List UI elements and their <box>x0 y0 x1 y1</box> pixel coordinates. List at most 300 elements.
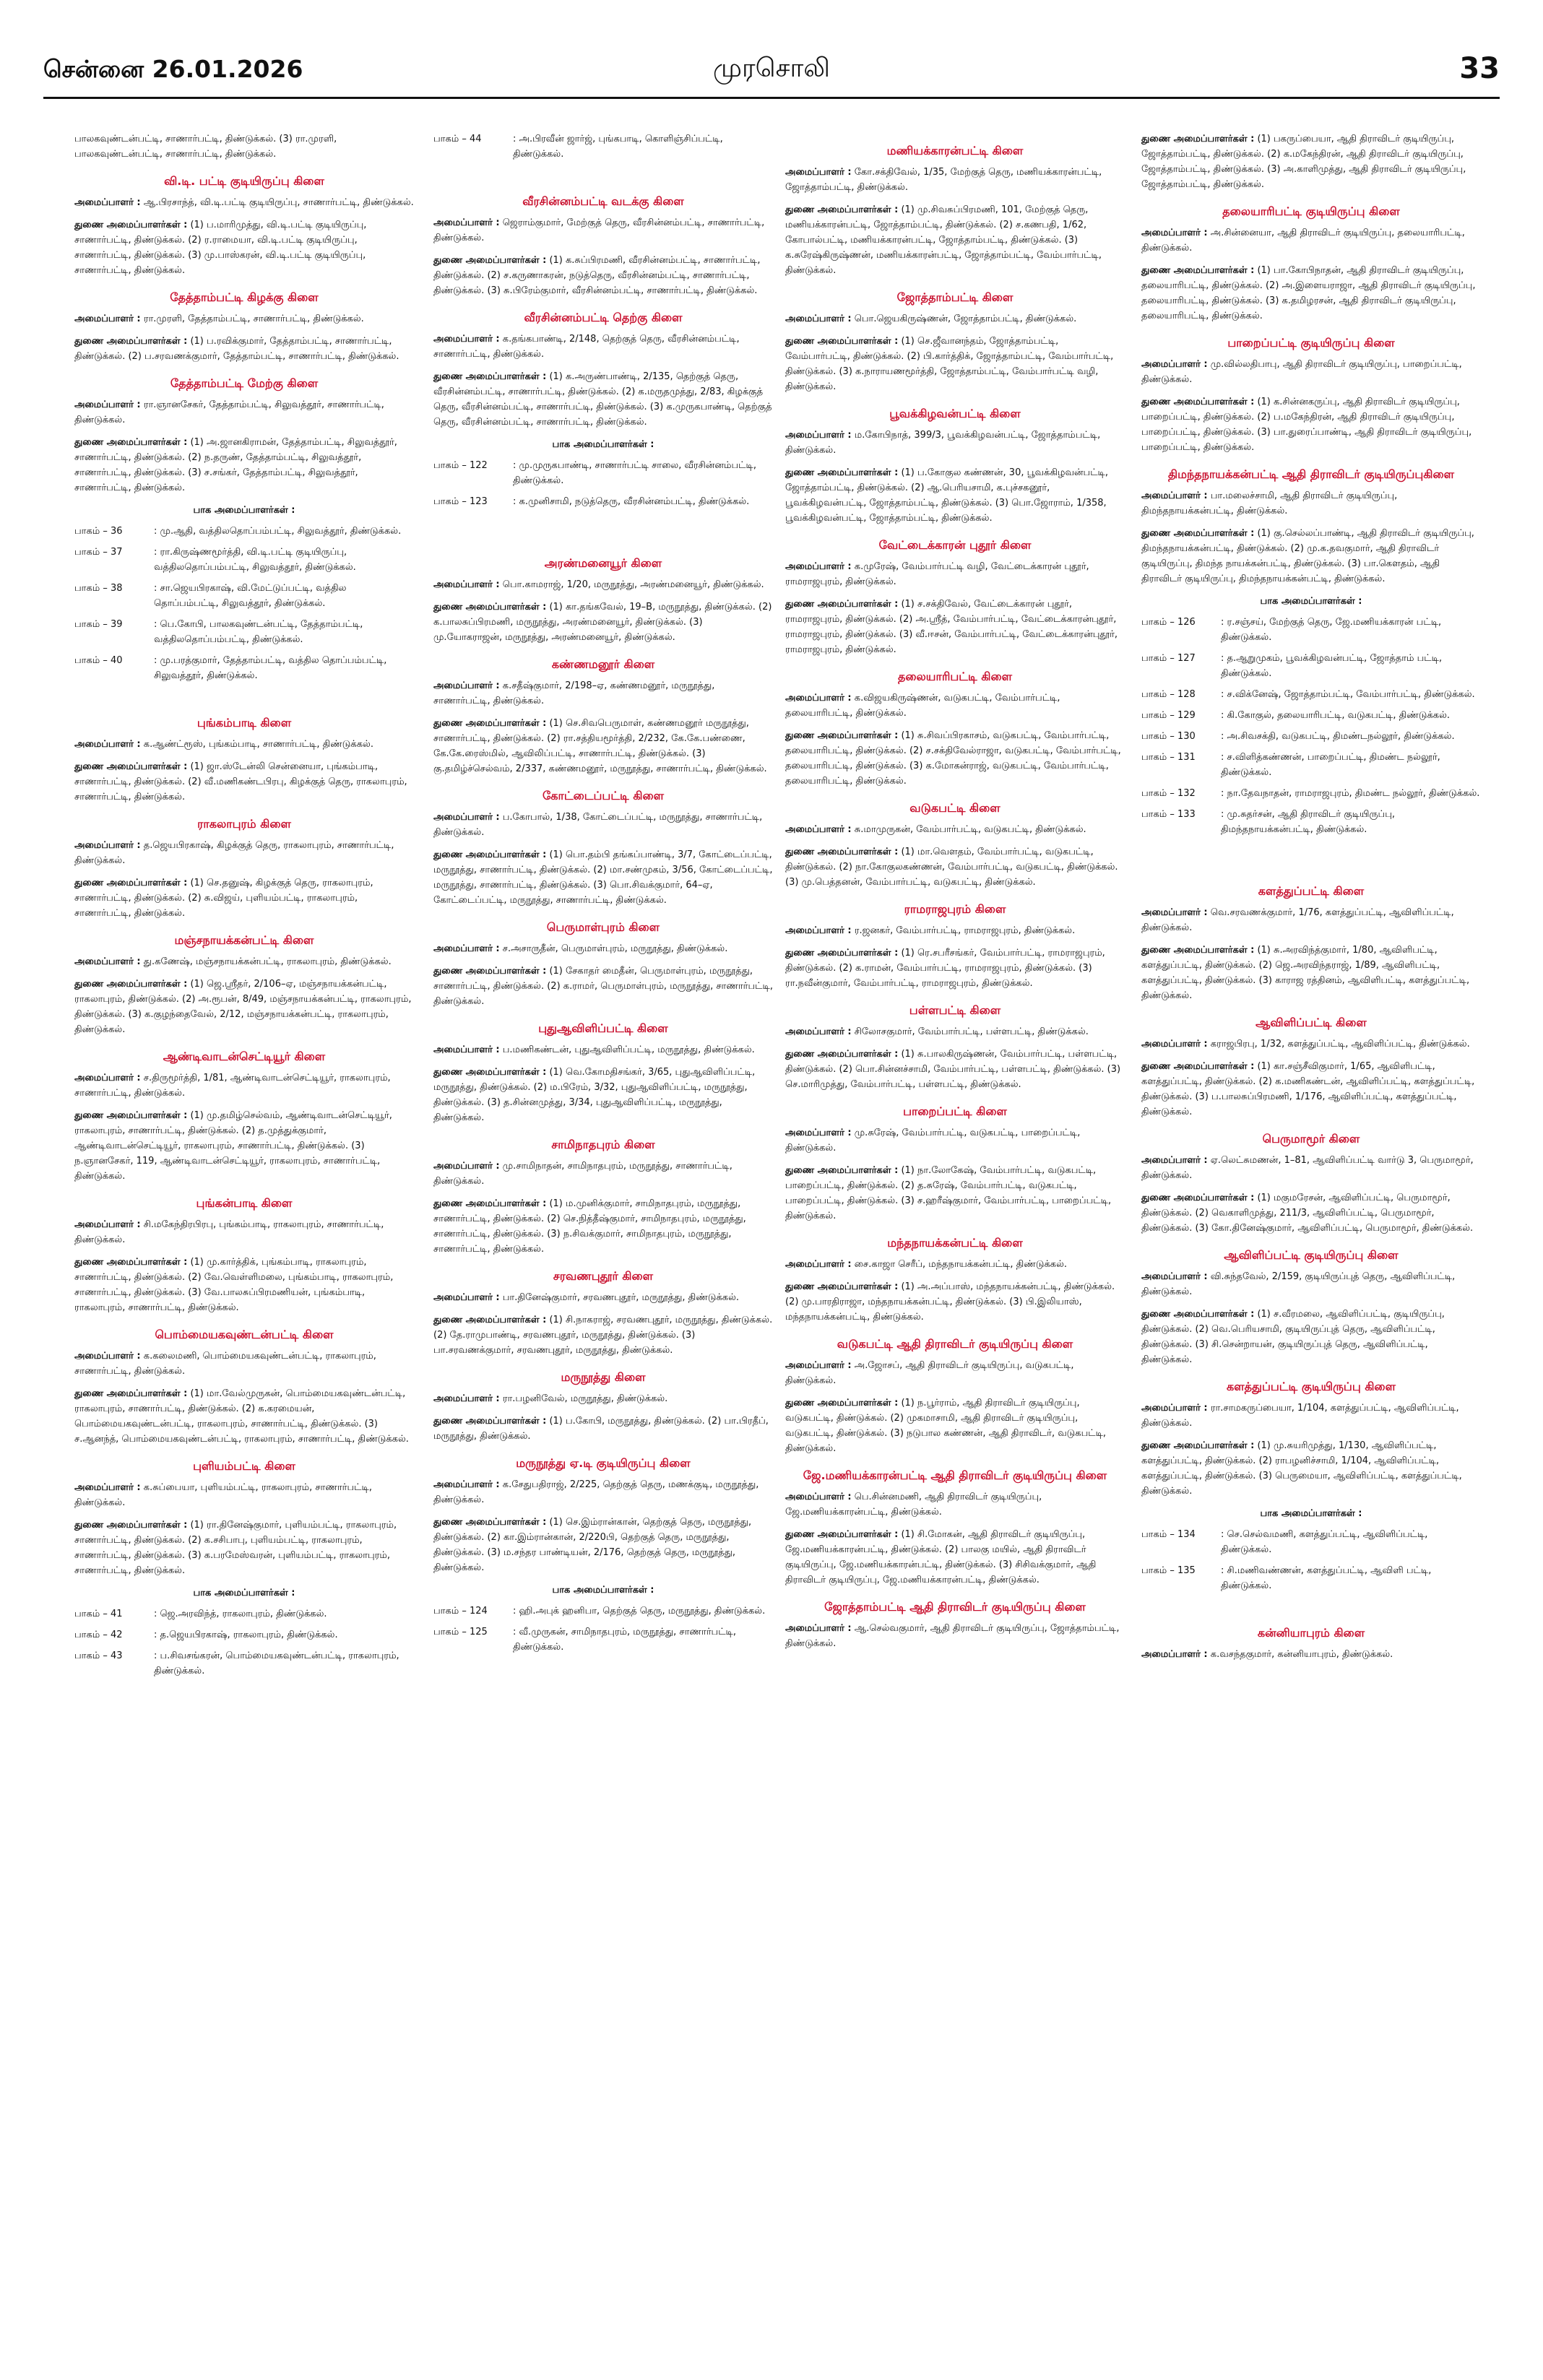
officer-details: ச.திருமூர்த்தி, 1/81, ஆண்டிவாடன்செட்டியூர், ராகலாபுரம், சாணார்பட்டி, திண்டுக்கல். <box>74 1073 391 1099</box>
role-label: அமைப்பாளர் : <box>74 197 141 208</box>
branch-heading: மணியக்காரன்பட்டி கிளை <box>886 144 1024 157</box>
officer-entry <box>785 691 1125 721</box>
officer-details: வெ.சரவணக்குமார், 1/76, களத்துப்பட்டி, ஆவிளிப்பட்டி, திண்டுக்கல். <box>1141 907 1454 933</box>
ward-number: பாகம் – 39 <box>74 619 123 630</box>
officer-entry <box>433 1290 773 1305</box>
role-label: அமைப்பாளர் : <box>785 1623 852 1634</box>
officer-entry <box>74 737 414 752</box>
spacer <box>74 689 414 704</box>
ward-entry <box>433 1604 773 1619</box>
role-label: துணை அமைப்பாளர்கள் : <box>74 1520 188 1531</box>
officer-details: (1) சேகாதர் மைதீன், பெருமாள்புரம், மருநூத்து, சாணார்பட்டி, திண்டுக்கல். (2) க.ராமர், பெருமாள்புரம், மருநூத்து, சாணார்பட்டி, திண்டுக்கல். <box>433 966 773 1007</box>
ward-number: பாகம் – 122 <box>433 460 488 471</box>
officer-entry <box>74 875 414 921</box>
officer-entry <box>433 253 773 298</box>
ward-organizer: : சா.ஜெயபிரகாஷ், வி.மேட்டுப்பட்டி, வத்தில தொப்பம்பட்டி, சிலுவத்தூர், திண்டுக்கல். <box>154 583 347 609</box>
officer-entry <box>74 1480 414 1510</box>
officer-details: (1) வெ.கோமதிசங்கர், 3/65, புதுஆவிளிப்பட்டி, மருநூத்து, திண்டுக்கல். (2) ம.பிரேம், 3/32, புதுஆவிளிப்பட்டி, மருநூத்து, திண்டுக்கல். (3) த.சின்னமுத்து, 3/34, புதுஆவிளிப்பட்டி, மருநூத்து, திண்டுக்கல். <box>433 1067 756 1123</box>
officer-entry <box>433 600 773 645</box>
branch-heading: புங்கன்பாடி கிளை <box>196 1196 293 1210</box>
ward-organizers-heading: பாக அமைப்பாளர்கள் : <box>193 505 295 516</box>
officer-entry <box>433 1414 773 1444</box>
officer-entry <box>1141 1059 1481 1120</box>
officer-entry <box>433 1312 773 1358</box>
role-label: துணை அமைப்பாளர்கள் : <box>433 602 547 613</box>
officer-details: க.முரேஷ், வேம்பார்பட்டி வழி, வேட்டைக்காரன் புதூர், ராமராஜபுரம், திண்டுக்கல். <box>785 561 1089 587</box>
ward-entry <box>1141 750 1481 780</box>
ward-number: பாகம் – 129 <box>1141 710 1196 721</box>
officer-details: (1) ஜா.ஸ்டேன்லி சென்னையா, புங்கம்பாடி, சாணார்பட்டி, திண்டுக்கல். (2) வீ.மணிகண்டபிரபு, கிழக்குத் தெரு, ராகலாபுரம், சாணார்பட்டி, திண்டுக்கல். <box>74 761 407 802</box>
officer-details: (1) ப.ரவிக்குமார், தேத்தாம்பட்டி, சாணார்பட்டி, திண்டுக்கல். (2) ப.சரவணக்குமார், தேத்தாம்பட்டி, சாணார்பட்டி, திண்டுக்கல். <box>74 336 399 362</box>
ward-organizer: : செ.செல்வமணி, களத்துப்பட்டி, ஆவிளிப்பட்டி, திண்டுக்கல். <box>1221 1529 1428 1555</box>
branch-heading: ஆண்டிவாடன்செட்டியூர் கிளை <box>163 1050 326 1063</box>
branch-heading: சாமிநாதபுரம் கிளை <box>551 1138 655 1151</box>
spacer <box>1141 1599 1481 1614</box>
role-label: துணை அமைப்பாளர்கள் : <box>785 730 899 741</box>
officer-details: (1) க.சின்னகருப்பு, ஆதி திராவிடர் குடியிருப்பு, பாறைப்பட்டி, திண்டுக்கல். (2) ப.மகேந்திரன், ஆதி திராவிடர் குடியிருப்பு, பாறைப்பட்டி, திண்டுக்கல். (3) பா.துரைப்பாண்டி, ஆதி திராவிடர் குடியிருப்பு, பாறைப்பட்டி, திண்டுக்கல். <box>1141 397 1472 453</box>
column-1 <box>74 131 414 1684</box>
role-label: துணை அமைப்பாளர்கள் : <box>785 467 899 478</box>
role-label: துணை அமைப்பாளர்கள் : <box>74 979 188 990</box>
officer-entry <box>433 847 773 908</box>
officer-details: ர.ஜனகர், வேம்பார்பட்டி, ராமராஜபுரம், திண்டுக்கல். <box>854 925 1076 936</box>
ward-number: பாகம் – 44 <box>433 134 482 144</box>
ward-organizer: : ச.விக்னேஷ், ஜோத்தாம்பட்டி, வேம்பார்பட்டி, திண்டுக்கல். <box>1221 689 1475 700</box>
role-label: அமைப்பாளர் : <box>74 840 141 851</box>
branch-heading: களத்துப்பட்டி கிளை <box>1258 884 1365 898</box>
role-label: துணை அமைப்பாளர்கள் : <box>433 718 547 729</box>
role-label: அமைப்பாளர் : <box>785 1259 852 1270</box>
ward-entry <box>1141 786 1481 801</box>
branch-heading: புளியம்பட்டி கிளை <box>193 1459 295 1473</box>
officer-details: (1) சு.பாலகிருஷ்ணன், வேம்பார்பட்டி, பள்ளபட்டி, திண்டுக்கல். (2) பொ.சின்னச்சாமி, வேம்பார்பட்டி, பள்ளபட்டி, திண்டுக்கல். (3) செ.மாரிமுத்து, வேம்பார்பட்டி, பள்ளபட்டி, திண்டுக்கல். <box>785 1049 1121 1090</box>
role-label: துணை அமைப்பாளர்கள் : <box>74 761 188 772</box>
role-label: துணை அமைப்பாளர்கள் : <box>74 220 188 230</box>
officer-details: மு.சுரேஷ், வேம்பார்பட்டி, வடுகபட்டி, பாறைப்பட்டி, திண்டுக்கல். <box>785 1128 1081 1154</box>
role-label: அமைப்பாளர் : <box>785 430 852 441</box>
officer-entry <box>433 1196 773 1257</box>
officer-entry <box>785 1395 1125 1456</box>
branch-heading: மருநூத்து கிளை <box>561 1370 646 1384</box>
officer-entry <box>1141 357 1481 387</box>
officer-entry <box>785 202 1125 278</box>
role-label: அமைப்பாளர் : <box>785 1492 852 1502</box>
officer-entry <box>785 844 1125 890</box>
ward-organizer: : ப.சிவசங்கரன், பொம்மையகவுண்டன்பட்டி, ராகலாபுரம், திண்டுக்கல். <box>154 1650 399 1676</box>
role-label: துணை அமைப்பாளர்கள் : <box>1141 1193 1255 1203</box>
officer-details: ஜெராம்குமார், மேற்குத் தெரு, வீரசின்னம்பட்டி, சாணார்பட்டி, திண்டுக்கல். <box>433 217 765 243</box>
officer-entry <box>74 1518 414 1578</box>
officer-details: கராஜபிரபு, 1/32, களத்துப்பட்டி, ஆவிளிப்பட்டி, திண்டுக்கல். <box>1210 1039 1470 1050</box>
ward-number: பாகம் – 37 <box>74 547 123 558</box>
officer-details: ப.மணிகண்டன், புதுஆவிளிப்பட்டி, மருநூத்து, திண்டுக்கல். <box>502 1044 755 1055</box>
role-label: அமைப்பாளர் : <box>1141 907 1208 918</box>
role-label: அமைப்பாளர் : <box>74 313 141 324</box>
ward-entry <box>74 1648 414 1679</box>
branch-heading: கோட்டைப்பட்டி கிளை <box>542 789 665 802</box>
role-label: துணை அமைப்பாளர்கள் : <box>785 1281 899 1292</box>
role-label: துணை அமைப்பாளர்கள் : <box>433 1315 547 1325</box>
branch-heading: ஆவிளிப்பட்டி கிளை <box>1255 1016 1367 1029</box>
officer-details: க.சேதுபதிராஜ், 2/225, தெற்குத் தெரு, மணக்குடி, மருநூத்து, திண்டுக்கல். <box>433 1479 759 1505</box>
officer-details: அ.சின்னையா, ஆதி திராவிடர் குடியிருப்பு, தலையாரிபட்டி, திண்டுக்கல். <box>1141 228 1465 254</box>
branch-heading: ஜோத்தாம்பட்டி ஆதி திராவிடர் குடியிருப்பு கிளை <box>824 1600 1086 1614</box>
spacer <box>1141 843 1481 857</box>
role-label: துணை அமைப்பாளர்கள் : <box>785 599 899 610</box>
ward-entry <box>1141 729 1481 744</box>
role-label: அமைப்பாளர் : <box>1141 1271 1208 1282</box>
ward-organizer: : ஜெ.அரவிந்த், ராகலாபுரம், திண்டுக்கல். <box>154 1609 327 1619</box>
continued-text: பாலகவுண்டன்பட்டி, சாணார்பட்டி, திண்டுக்கல். (3) ரா.முரளி, பாலகவுண்டன்பட்டி, சாணார்பட்டி, திண்டுக்கல். <box>74 134 337 160</box>
officer-entry <box>785 728 1125 789</box>
branch-heading: களத்துப்பட்டி குடியிருப்பு கிளை <box>1227 1380 1396 1393</box>
officer-details: (1) சு.சிவப்பிரகாசம், வடுகபட்டி, வேம்பார்பட்டி, தலையாரிபட்டி, திண்டுக்கல். (2) ச.சக்திவேல்ராஜா, வடுகபட்டி, வேம்பார்பட்டி, தலையாரிபட்டி, திண்டுக்கல். (3) க.மோகன்ராஜ், வடுகபட்டி, வேம்பார்பட்டி, தலையாரிபட்டி, திண்டுக்கல். <box>785 730 1121 787</box>
officer-details: வி.சுந்தவேல், 2/159, குடியிருப்புத் தெரு, ஆவிளிப்பட்டி, திண்டுக்கல். <box>1141 1271 1456 1297</box>
role-label: அமைப்பாளர் : <box>74 1073 141 1083</box>
officer-details: (1) சு.அரவிந்த்குமார், 1/80, ஆவிளிபட்டி, களத்துப்பட்டி, திண்டுக்கல். (2) ஜெ.அரவிந்தராஜ், 1/89, ஆவிளிபட்டி, களத்துப்பட்டி, திண்டுக்கல். (3) காராஜ ரத்தினம், ஆவிளிபட்டி, களத்துப்பட்டி, திண்டுக்கல். <box>1141 945 1470 1001</box>
officer-details: (1) க.அருண்பாண்டி, 2/135, தெற்குத் தெரு, வீரசின்னம்பட்டி, சாணார்பட்டி, திண்டுக்கல். (2) க.மருதமுத்து, 2/83, கிழக்குத் தெரு, வீரசின்னம்பட்டி, சாணார்பட்டி, திண்டுக்கல். (3) க.முருகபாண்டி, தெற்குத் தெரு, வீரசின்னம்பட்டி, சாணார்பட்டி, திண்டுக்கல். <box>433 371 772 428</box>
ward-organizers-heading: பாக அமைப்பாளர்கள் : <box>552 1585 654 1596</box>
officer-entry <box>1141 1153 1481 1183</box>
officer-entry <box>785 1257 1125 1272</box>
officer-details: க.சதீஷ்குமார், 2/198–ஏ, கண்ணமனூர், மருநூத்து, சாணார்பட்டி, திண்டுக்கல். <box>433 680 715 706</box>
officer-entry <box>433 716 773 776</box>
officer-details: (1) அ.அப்பாஸ், மந்தநாயக்கன்பட்டி, திண்டுக்கல். (2) மு.பாரதிராஜா, மந்தநாயக்கன்பட்டி, திண்டுக்கல். (3) பி.இலியாஸ், மந்தநாயக்கன்பட்டி, திண்டுக்கல். <box>785 1281 1115 1323</box>
officer-details: ம.கோபிநாத், 399/3, பூவக்கிழவன்பட்டி, ஜோத்தாம்பட்டி, திண்டுக்கல். <box>785 430 1101 456</box>
officer-details: (1) ச.வீரமலை, ஆவிளிப்பட்டி, குடியிருப்பு, திண்டுக்கல். (2) வெ.பெரியசாமி, குடியிருப்புத் தெரு, ஆவிளிப்பட்டி, திண்டுக்கல். (3) சி.சென்றாயன், குடியிருப்புத் தெரு, ஆவிளிப்பட்டி, திண்டுக்கல். <box>1141 1309 1445 1365</box>
ward-organizer: : க.முனிசாமி, நடுத்தெரு, வீரசின்னம்பட்டி, திண்டுக்கல். <box>513 496 750 507</box>
officer-details: (1) கா.சஞ்சீவிகுமார், 1/65, ஆவிளிபட்டி, களத்துப்பட்டி, திண்டுக்கல். (2) க.மணிகண்டன், ஆவிளிப்பட்டி, களத்துப்பட்டி, திண்டுக்கல். (3) ப.பாலசுப்பிரமணி, 1/176, ஆவிளிப்பட்டி, களத்துப்பட்டி, திண்டுக்கல். <box>1141 1061 1475 1117</box>
ward-organizer: : நா.தேவநாதன், ராமராஜபுரம், திமண்ட நல்லூர், திண்டுக்கல். <box>1221 788 1480 799</box>
officer-entry <box>433 1159 773 1189</box>
officer-details: (1) மா.வெளதம், வேம்பார்பட்டி, வடுகபட்டி, திண்டுக்கல். (2) நா.கோகுலகண்ணன், வேம்பார்பட்டி, வடுகபட்டி, திண்டுக்கல். (3) மு.பெத்தனன், வேம்பார்பட்டி, வடுகபட்டி, திண்டுக்கல். <box>785 847 1118 888</box>
officer-entry <box>1141 1269 1481 1299</box>
role-label: அமைப்பாளர் : <box>1141 1649 1208 1660</box>
ward-number: பாகம் – 36 <box>74 526 123 537</box>
ward-number: பாகம் – 38 <box>74 583 123 594</box>
role-label: துணை அமைப்பாளர்கள் : <box>1141 1309 1255 1320</box>
officer-details: (1) ம.முனிக்குமார், சாமிநாதபுரம், மருநூத்து, சாணார்பட்டி, திண்டுக்கல். (2) செ.நித்தீஷ்குமார், சாமிநாதபுரம், மருநூத்து, சாணார்பட்டி, திண்டுக்கல். (3) ந.சிவக்குமார், சாமிநாதபுரம், மருநூத்து, சாணார்பட்டி, திண்டுக்கல். <box>433 1198 746 1255</box>
role-label: அமைப்பாளர் : <box>785 925 852 936</box>
officer-entry <box>74 1070 414 1101</box>
officer-details: (1) ப.கோகுல கண்ணன், 30, பூவக்கிழவன்பட்டி, ஜோத்தாம்பட்டி, திண்டுக்கல். (2) ஆ.பெரியசாமி, க.புச்சகனூர், பூவக்கிழவன்பட்டி, ஜோத்தாம்பட்டி, திண்டுக்கல். (3) பொ.ஜோராம், 1/358, பூவக்கிழவன்பட்டி, ஜோத்தாம்பட்டி, திண்டுக்கல். <box>785 467 1109 524</box>
role-label: அமைப்பாளர் : <box>1141 490 1208 501</box>
ward-number: பாகம் – 133 <box>1141 809 1196 820</box>
role-label: அமைப்பாளர் : <box>74 1482 141 1493</box>
officer-entry <box>785 1047 1125 1092</box>
ward-organizer: : அ.பிரவீன் ஜார்ஜ், புங்கபாடி, கொளிஞ்சிப்பட்டி, திண்டுக்கல். <box>513 134 723 160</box>
role-label: துணை அமைப்பாளர்கள் : <box>1141 397 1255 407</box>
role-label: துணை அமைப்பாளர்கள் : <box>1141 1061 1255 1072</box>
branch-heading: தலையாரிபட்டி குடியிருப்பு கிளை <box>1222 204 1400 218</box>
ward-entry <box>1141 687 1481 702</box>
role-label: துணை அமைப்பாளர்கள் : <box>785 1529 899 1540</box>
officer-details: (1) பொ.தம்பி தங்கப்பாண்டி, 3/7, கோட்டைப்பட்டி, மருநூத்து, சாணார்பட்டி, திண்டுக்கல். (2) மா.சண்முகம், 3/56, கோட்டைப்பட்டி, மருநூத்து, சாணார்பட்டி, திண்டுக்கல். (3) பொ.சிவக்குமார், 64–ஏ, கோட்டைப்பட்டி, மருநூத்து, சாணார்பட்டி, திண்டுக்கல். <box>433 849 773 906</box>
role-label: அமைப்பாளர் : <box>785 1026 852 1037</box>
role-label: அமைப்பாளர் : <box>785 313 852 324</box>
role-label: அமைப்பாளர் : <box>433 1161 500 1172</box>
branch-heading: புதுஆவிளிப்பட்டி கிளை <box>538 1021 668 1035</box>
officer-entry <box>785 923 1125 938</box>
role-label: துணை அமைப்பாளர்கள் : <box>433 1198 547 1209</box>
role-label: துணை அமைப்பாளர்கள் : <box>433 371 547 382</box>
officer-details: (1) செ.இம்ரான்கான், தெற்குத் தெரு, மருநூத்து, திண்டுக்கல். (2) கா.இம்ரான்கான், 2/220பி, தெற்குத் தெரு, மருநூத்து, திண்டுக்கல். (3) ம.சந்தர பாண்டியன், 2/176, தெற்குத் தெரு, மருநூத்து, திண்டுக்கல். <box>433 1517 752 1573</box>
officer-details: ரா.முரளி, தேத்தாம்பட்டி, சாணார்பட்டி, திண்டுக்கல். <box>143 313 364 324</box>
ward-number: பாகம் – 42 <box>74 1630 123 1640</box>
officer-entry <box>433 1065 773 1125</box>
officer-details: அ.ஜோசப், ஆதி திராவிடர் குடியிருப்பு, வடுகபட்டி, திண்டுக்கல். <box>785 1360 1074 1386</box>
ward-organizer: : கி.கோகுல், தலையாரிபட்டி, வடுகபட்டி, திண்டுக்கல். <box>1221 710 1450 721</box>
role-label: அமைப்பாளர் : <box>433 680 500 691</box>
role-label: துணை அமைப்பாளர்கள் : <box>785 204 899 215</box>
ward-organizers-heading: பாக அமைப்பாளர்கள் : <box>1260 596 1362 607</box>
role-label: அமைப்பாளர் : <box>433 812 500 823</box>
branch-heading: ராகலாபுரம் கிளை <box>197 817 291 831</box>
officer-entry <box>74 1386 414 1447</box>
officer-details: (1) சி.நாகராஜ், சரவணபுதூர், மருநூத்து, திண்டுக்கல். (2) தே.ராமுபாண்டி, சரவணபுதூர், மருநூத்து, திண்டுக்கல். (3) பா.சரவணக்குமார், சரவணபுதூர், மருநூத்து, திண்டுக்கல். <box>433 1315 773 1356</box>
officer-entry <box>785 559 1125 589</box>
branch-heading: ஆவிளிப்பட்டி குடியிருப்பு கிளை <box>1224 1248 1399 1262</box>
officer-entry <box>433 215 773 246</box>
role-label: அமைப்பாளர் : <box>74 739 141 750</box>
officer-entry <box>74 759 414 805</box>
ward-entry <box>1141 651 1481 681</box>
masthead <box>43 46 1500 99</box>
officer-entry <box>1141 1190 1481 1236</box>
column-2 <box>433 131 773 1661</box>
branch-heading: திமந்தநாயக்கன்பட்டி ஆதி திராவிடர் குடியிருப்புகிளை <box>1167 467 1455 481</box>
officer-details: க.சுப்பையா, புளியம்பட்டி, ராகலாபுரம், சாணார்பட்டி, திண்டுக்கல். <box>74 1482 372 1508</box>
role-label: துணை அமைப்பாளர்கள் : <box>74 1388 188 1399</box>
officer-entry <box>433 1042 773 1057</box>
newspaper-title: முரசொலி <box>713 53 830 83</box>
officer-entry <box>74 977 414 1037</box>
officer-entry <box>74 435 414 496</box>
branch-heading: மருநூத்து ஏ.டி குடியிருப்பு கிளை <box>516 1456 691 1470</box>
ward-entry <box>74 617 414 647</box>
officer-entry <box>74 1217 414 1247</box>
branch-heading: பூவக்கிழவன்பட்டி கிளை <box>889 407 1021 420</box>
officer-details: மு.வில்லதிபாபு, ஆதி திராவிடர் குடியிருப்பு, பாறைப்பட்டி, திண்டுக்கல். <box>1141 359 1462 385</box>
ward-organizer: : மு.ஆதி, வத்திலதொப்பம்பட்டி, சிலுவத்தூர், திண்டுக்கல். <box>154 526 402 537</box>
officer-details: (1) மு.கார்த்திக், புங்கம்பாடி, ராகலாபுரம், சாணார்பட்டி, திண்டுக்கல். (2) வே.வெள்ளிமலை, புங்கம்பாடி, ராகலாபுரம், சாணார்பட்டி, திண்டுக்கல். (3) வே.பாலசுப்பிரமணியன், புங்கம்பாடி, ராகலாபுரம், சாணார்பட்டி, திண்டுக்கல். <box>74 1257 394 1313</box>
officer-entry <box>785 1527 1125 1588</box>
officer-details: து.கணேஷ், மஞ்சநாயக்கன்பட்டி, ராகலாபுரம், திண்டுக்கல். <box>143 956 392 967</box>
ward-entry <box>1141 807 1481 837</box>
officer-details: பா.தினேஷ்குமார், சரவணபுதூர், மருநூத்து, திண்டுக்கல். <box>502 1292 740 1303</box>
officer-entry <box>74 954 414 969</box>
role-label: அமைப்பாளர் : <box>785 1128 852 1138</box>
role-label: துணை அமைப்பாளர்கள் : <box>1141 265 1255 276</box>
officer-entry <box>433 1477 773 1507</box>
officer-details: (1) க.சுப்பிரமணி, வீரசின்னம்பட்டி, சாணார்பட்டி, திண்டுக்கல். (2) ச.கருணாகரன், நடுத்தெரு, வீரசின்னம்பட்டி, சாணார்பட்டி, திண்டுக்கல். (3) சு.பிரேம்குமார், வீரசின்னம்பட்டி, சாணார்பட்டி, திண்டுக்கல். <box>433 255 761 296</box>
officer-details: க.விஜயகிருஷ்ணன், வடுகபட்டி, வேம்பார்பட்டி, தலையாரிபட்டி, திண்டுக்கல். <box>785 693 1060 719</box>
ward-number: பாகம் – 131 <box>1141 752 1196 763</box>
branch-heading: ஜோத்தாம்பட்டி கிளை <box>896 290 1013 304</box>
branch-heading: பாறைப்பட்டி கிளை <box>903 1104 1007 1118</box>
ward-entry <box>74 524 414 539</box>
officer-entry <box>785 311 1125 326</box>
branch-heading: தேத்தாம்பட்டி கிழக்கு கிளை <box>170 290 319 304</box>
branch-heading: வடுகபட்டி கிளை <box>909 801 1000 815</box>
officer-details: (1) செ.சிவபெருமாள், கண்ணமனூர் மருநூத்து, சாணார்பட்டி, திண்டுக்கல். (2) ரா.சத்தியமூர்த்தி, 2/232, கே.கே.பண்ணை, கே.கே.ரைஸ்மில், ஆவிலிப்பட்டி, சாணார்பட்டி, திண்டுக்கல். (3) கு.தமிழ்ச்செல்வம், 2/337, கண்ணமனூர், மருநூத்து, சாணார்பட்டி, திண்டுக்கல். <box>433 718 767 774</box>
ward-organizer: : ரா.கிருஷ்ணமூர்த்தி, வி.டி.பட்டி குடியிருப்பு, வத்திலதொப்பம்பட்டி, சிலுவத்தூர், திண்டுக்கல். <box>154 547 356 573</box>
ward-organizer: : ர.சஞ்சய், மேற்குத் தெரு, ஜே.மணியக்காரன் பட்டி, திண்டுக்கல். <box>1221 617 1442 643</box>
ward-number: பாகம் – 127 <box>1141 653 1196 664</box>
officer-details: ஆ.பிரசாந்த், வி.டி.பட்டி குடியிருப்பு, சாணார்பட்டி, திண்டுக்கல். <box>143 197 414 208</box>
officer-details: (1) மு.சிவசுப்பிரமணி, 101, மேற்குத் தெரு, மணியக்காரன்பட்டி, ஜோத்தாம்பட்டி, திண்டுக்கல். (2) ச.கணபதி, 1/62, கோபால்பட்டி, மணியக்காரன்பட்டி, ஜோத்தாம்பட்டி, திண்டுக்கல். (3) க.சுரேஷ்கிருஷ்ணன், மணியக்காரன்பட்டி, ஜோத்தாம்பட்டி, வேம்பார்பட்டி, திண்டுக்கல். <box>785 204 1102 276</box>
ward-organizer: : மு.சுதர்சன், ஆதி திராவிடர் குடியிருப்பு, திமந்தநாயக்கன்பட்டி, திண்டுக்கல். <box>1221 809 1396 835</box>
ward-organizer: : ஹி.அபுக் ஹனிபா, தெற்குத் தெரு, மருநூத்து, திண்டுக்கல். <box>513 1606 766 1617</box>
officer-details: சி.மகேந்திரபிரபு, புங்கம்பாடி, ராகலாபுரம், சாணார்பட்டி, திண்டுக்கல். <box>74 1219 384 1245</box>
branch-heading: வடுகபட்டி ஆதி திராவிடர் குடியிருப்பு கிளை <box>837 1337 1073 1351</box>
role-label: துணை அமைப்பாளர்கள் : <box>785 847 899 857</box>
branch-heading: கண்ணமனூர் கிளை <box>551 657 655 671</box>
officer-entry <box>433 577 773 592</box>
ward-entry <box>433 1624 773 1655</box>
role-label: அமைப்பாளர் : <box>433 1393 500 1404</box>
officer-details: ச.அசாருதீன், பெருமாள்புரம், மருநூத்து, திண்டுக்கல். <box>502 943 728 954</box>
ward-number: பாகம் – 123 <box>433 496 488 507</box>
ward-organizer: : த.ஜெயபிரகாஷ், ராகலாபுரம், திண்டுக்கல். <box>154 1630 338 1640</box>
officer-entry <box>785 165 1125 195</box>
ward-number: பாகம் – 126 <box>1141 617 1196 628</box>
officer-entry <box>785 822 1125 837</box>
officer-details: சை.காஜா செரீப், மந்தநாயக்கன்பட்டி, திண்டுக்கல். <box>854 1259 1067 1270</box>
column-3 <box>785 131 1125 1658</box>
officer-details: பொ.காமராஜ், 1/20, மருநூத்து, அரண்மனையூர், திண்டுக்கல். <box>502 579 764 590</box>
officer-entry <box>785 1358 1125 1388</box>
branch-heading: பொம்மையகவுண்டன்பட்டி கிளை <box>155 1328 334 1341</box>
role-label: அமைப்பாளர் : <box>785 824 852 835</box>
officer-details: ஏ.லெட்சுமணன், 1–81, ஆவிளிப்பட்டி வார்டு 3, பெருமாமூர், திண்டுக்கல். <box>1141 1155 1474 1181</box>
officer-entry <box>74 334 414 364</box>
branch-heading: மந்தநாயக்கன்பட்டி கிளை <box>887 1236 1023 1250</box>
officer-details: த.ஜெயபிரகாஷ், கிழக்குத் தெரு, ராகலாபுரம், சாணார்பட்டி, திண்டுக்கல். <box>74 840 394 866</box>
officer-entry <box>1141 488 1481 519</box>
ward-organizer: : பெ.கோபி, பாலகவுண்டன்பட்டி, தேத்தாம்பட்டி, வத்திலதொப்பம்பட்டி, திண்டுக்கல். <box>154 619 363 645</box>
branch-heading: ராமராஜபுரம் கிளை <box>904 902 1006 916</box>
role-label: துணை அமைப்பாளர்கள் : <box>74 336 188 347</box>
role-label: துணை அமைப்பாளர்கள் : <box>74 1257 188 1268</box>
role-label: அமைப்பாளர் : <box>785 1360 852 1371</box>
officer-details: ரா.சாமகருப்பையா, 1/104, களத்துப்பட்டி, ஆவிளிப்பட்டி, திண்டுக்கல். <box>1141 1403 1459 1429</box>
ward-organizer: : மு.முருகபாண்டி, சாணார்பட்டி சாலை, வீரசின்னம்பட்டி, திண்டுக்கல். <box>513 460 756 486</box>
ward-organizer: : ச.விளித்கண்ணன், பாறைப்பட்டி, திமண்ட நல்லூர், திண்டுக்கல். <box>1221 752 1440 778</box>
spacer <box>1141 857 1481 872</box>
officer-entry <box>785 1024 1125 1039</box>
officer-details: கோ.சக்திவேல், 1/35, மேற்குத் தெரு, மணியக்காரன்பட்டி, ஜோத்தாம்பட்டி, திண்டுக்கல். <box>785 167 1102 193</box>
role-label: அமைப்பாளர் : <box>433 943 500 954</box>
ward-entry <box>74 653 414 683</box>
officer-details: (1) ச.சக்திவேல், வேட்டைக்காரன் புதூர், ராமராஜபுரம், திண்டுக்கல். (2) அ.ஸ்ரீத், வேம்பார்பட்டி, வேட்டைக்காரன்புதூர், ராமராஜபுரம், திண்டுக்கல். (3) வீ.ஈசன், வேம்பார்பட்டி, வேட்டைக்காரன்புதூர், ராமராஜபுரம், திண்டுக்கல். <box>785 599 1118 655</box>
role-label: அமைப்பாளர் : <box>433 334 500 345</box>
role-label: துணை அமைப்பாளர்கள் : <box>74 1110 188 1121</box>
officer-details: மு.சாமிநாதன், சாமிநாதபுரம், மருநூத்து, சாணார்பட்டி, திண்டுக்கல். <box>433 1161 732 1187</box>
ward-number: பாகம் – 134 <box>1141 1529 1196 1540</box>
officer-details: பொ.ஜெயகிருஷ்ணன், ஜோத்தாம்பட்டி, திண்டுக்கல். <box>854 313 1077 324</box>
officer-details: ப.கோபால், 1/38, கோட்டைப்பட்டி, மருநூத்து, சாணார்பட்டி, திண்டுக்கல். <box>433 812 763 838</box>
officer-entry <box>1141 263 1481 324</box>
branch-heading: தலையாரிபட்டி கிளை <box>897 670 1013 683</box>
role-label: துணை அமைப்பாளர்கள் : <box>433 966 547 977</box>
officer-entry <box>785 1489 1125 1520</box>
branch-heading: அரண்மனையூர் கிளை <box>544 556 662 570</box>
page-number: 33 <box>1459 52 1500 85</box>
officer-entry <box>74 195 414 210</box>
officer-entry <box>1141 394 1481 455</box>
role-label: துணை அமைப்பாளர்கள் : <box>433 849 547 860</box>
officer-details: க.கலைமணி, பொம்மையகவுண்டன்பட்டி, ராகலாபுரம், சாணார்பட்டி, திண்டுக்கல். <box>74 1351 376 1377</box>
branch-heading: வி.டி. பட்டி குடியிருப்பு கிளை <box>164 174 324 188</box>
role-label: துணை அமைப்பாளர்கள் : <box>785 1398 899 1408</box>
ward-entry <box>74 545 414 575</box>
officer-entry <box>74 838 414 868</box>
officer-entry <box>433 964 773 1009</box>
issue-date: சென்னை 26.01.2026 <box>43 55 303 83</box>
branch-heading: வீரசின்னம்பட்டி தெற்கு கிளை <box>524 311 683 324</box>
officer-entry <box>785 1163 1125 1224</box>
officer-entry <box>74 217 414 278</box>
role-label: அமைப்பாளர் : <box>433 1479 500 1490</box>
ward-number: பாகம் – 125 <box>433 1627 488 1637</box>
role-label: துணை அமைப்பாளர்கள் : <box>1141 134 1255 144</box>
role-label: அமைப்பாளர் : <box>433 579 500 590</box>
role-label: துணை அமைப்பாளர்கள் : <box>785 1165 899 1176</box>
role-label: துணை அமைப்பாளர்கள் : <box>785 336 899 347</box>
role-label: துணை அமைப்பாளர்கள் : <box>1141 1440 1255 1451</box>
officer-details: (1) பா.கோபிநாதன், ஆதி திராவிடர் குடியிருப்பு, தலையாரிபட்டி, திண்டுக்கல். (2) அ.இளையராஜா, ஆதி திராவிடர் குடியிருப்பு, தலையாரிபட்டி, திண்டுக்கல். (3) க.தமிழரசன், ஆதி திராவிடர் குடியிருப்பு, தலையாரிபட்டி, திண்டுக்கல். <box>1141 265 1476 321</box>
officer-details: க.தங்கபாண்டி, 2/148, தெற்குத் தெரு, வீரசின்னம்பட்டி, சாணார்பட்டி, திண்டுக்கல். <box>433 334 740 360</box>
officer-entry <box>433 369 773 430</box>
officer-entry <box>785 465 1125 526</box>
ward-number: பாகம் – 43 <box>74 1650 123 1661</box>
role-label: துணை அமைப்பாளர்கள் : <box>785 948 899 959</box>
branch-heading: கன்னியாபுரம் கிளை <box>1257 1626 1365 1640</box>
officer-entry <box>785 1279 1125 1325</box>
branch-heading: தேத்தாம்பட்டி மேற்கு கிளை <box>170 376 319 390</box>
spacer <box>433 515 773 529</box>
officer-details: (1) ப.கோபி, மருநூத்து, திண்டுக்கல். (2) பா.பிரதீப், மருநூத்து, திண்டுக்கல். <box>433 1416 769 1442</box>
role-label: துணை அமைப்பாளர்கள் : <box>433 1517 547 1528</box>
branch-heading: ஜே.மணியக்காரன்பட்டி ஆதி திராவிடர் குடியிருப்பு கிளை <box>803 1468 1107 1482</box>
ward-organizer: : மு.பரத்குமார், தேத்தாம்பட்டி, வத்தில தொப்பம்பட்டி, சிலுவத்தூர், திண்டுக்கல். <box>154 655 387 681</box>
role-label: அமைப்பாளர் : <box>1141 1155 1208 1166</box>
ward-organizers-heading: பாக அமைப்பாளர்கள் : <box>193 1588 295 1598</box>
officer-details: (1) கா.தங்கவேல், 19–B, மருநூத்து, திண்டுக்கல். (2) க.பாலசுப்பிரமணி, மருநூத்து, அரண்மனையூர், திண்டுக்கல். (3) மு.யோகராஜன், மருநூத்து, அரண்மனையூர், திண்டுக்கல். <box>433 602 772 643</box>
officer-entry <box>1141 1037 1481 1052</box>
officer-entry <box>785 1125 1125 1156</box>
role-label: அமைப்பாளர் : <box>785 693 852 704</box>
officer-entry <box>1141 131 1481 192</box>
ward-entry <box>74 1606 414 1622</box>
ward-number: பாகம் – 130 <box>1141 731 1196 742</box>
role-label: அமைப்பாளர் : <box>1141 359 1208 370</box>
ward-number: பாகம் – 124 <box>433 1606 488 1617</box>
officer-entry <box>1141 225 1481 256</box>
ward-organizer: : வீ.முருகன், சாமிநாதபுரம், மருநூத்து, சாணார்பட்டி, திண்டுக்கல். <box>513 1627 737 1653</box>
ward-entry <box>433 131 773 162</box>
officer-details: ரா.பழனிவேல், மருநூத்து, திண்டுக்கல். <box>502 1393 668 1404</box>
officer-details: (1) கு.செல்லப்பாண்டி, ஆதி திராவிடர் குடியிருப்பு, திமந்தநாயக்கன்பட்டி, திண்டுக்கல். (2) மு.க.தவகுமார், ஆதி திராவிடர் குடியிருப்பு, திமந்த நாயக்கன்பட்டி, திண்டுக்கல். (3) பா.கௌதம், ஆதி திராவிடர் குடியிருப்பு, திமந்தநாயக்கன்பட்டி, திண்டுக்கல். <box>1141 528 1474 584</box>
branch-heading: பள்ளபட்டி கிளை <box>909 1003 1001 1017</box>
officer-entry <box>1141 1307 1481 1367</box>
officer-details: ரா.ஞானசேகர், தேத்தாம்பட்டி, சிலுவத்தூர், சாணார்பட்டி, திண்டுக்கல். <box>74 399 384 425</box>
branch-heading: வேட்டைக்காரன் புதூர் கிளை <box>878 538 1032 552</box>
role-label: அமைப்பாளர் : <box>433 1292 500 1303</box>
officer-entry <box>785 1621 1125 1651</box>
officer-details: (1) செ.தனுஷ், கிழக்குத் தெரு, ராகலாபுரம், சாணார்பட்டி, திண்டுக்கல். (2) சு.விஜய், புளியம்பட்டி, ராகலாபுரம், சாணார்பட்டி, திண்டுக்கல். <box>74 878 373 919</box>
